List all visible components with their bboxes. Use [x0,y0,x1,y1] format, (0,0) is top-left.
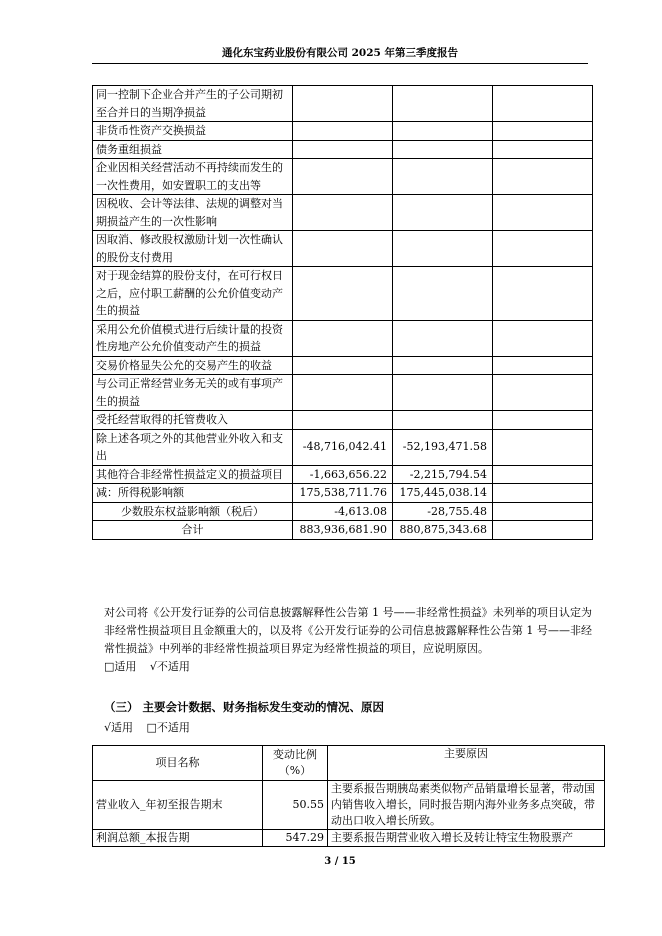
cell-label: 债务重组损益 [93,140,293,159]
table-row [93,484,593,503]
cell-name: 营业收入_年初至报告期末 [93,781,263,830]
table-row [93,781,605,830]
table-row [93,122,593,141]
cell-value-current [293,320,393,356]
table-row [93,267,593,321]
table-row [93,140,593,159]
cell-value-current: -4,613.08 [293,502,393,521]
table-row [93,502,593,521]
page-header: 通化东宝药业股份有限公司 2025 年第三季度报告 [221,47,459,59]
cell-value-ytd [393,320,493,356]
cell-label: 少数股东权益影响额（税后） [93,502,293,521]
cell-value-ytd [393,159,493,195]
cell-value-note [493,159,593,195]
cell-label: 采用公允价值模式进行后续计量的投资性房地产公允价值变动产生的损益 [93,320,293,356]
cell-reason: 主要系报告期营业收入增长及转让特宝生物股票产 [328,830,605,847]
cell-value-ytd: -52,193,471.58 [393,429,493,465]
not-applicable-option: □不适用 [146,721,190,734]
cell-label: 同一控制下企业合并产生的子公司期初至合并日的当期净损益 [93,86,293,122]
header-change-ratio: 变动比例（%） [263,746,328,781]
cell-label: 因税收、会计等法律、法规的调整对当期损益产生的一次性影响 [93,195,293,231]
cell-value-note [493,320,593,356]
cell-label: 其他符合非经常性损益定义的损益项目 [93,465,293,484]
table-row [93,159,593,195]
cell-value-ytd [393,86,493,122]
cell-value-note [493,267,593,321]
table-row [93,86,593,122]
cell-value-ytd [393,375,493,411]
cell-value-current: 883,936,681.90 [293,521,393,540]
cell-value-current [293,411,393,430]
table-row [93,411,593,430]
note-options [104,658,200,676]
cell-value-note [493,86,593,122]
cell-value-note [493,231,593,267]
changes-table [92,745,605,847]
cell-value-ytd: 880,875,343.68 [393,521,493,540]
cell-label: 对于现金结算的股份支付，在可行权日之后，应付职工薪酬的公允价值变动产生的损益 [93,267,293,321]
cell-value-ytd: -2,215,794.54 [393,465,493,484]
cell-value-ytd [393,267,493,321]
section-options [104,719,200,737]
table-row [93,320,593,356]
table-row [93,195,593,231]
applicable-option: □适用 [104,660,137,673]
not-applicable-option: √不适用 [149,660,190,673]
table-row [93,375,593,411]
header-item-name: 项目名称 [93,746,263,781]
cell-label: 交易价格显失公允的交易产生的收益 [93,356,293,375]
cell-value-note [493,356,593,375]
cell-label: 非货币性资产交换损益 [93,122,293,141]
cell-value-ytd [393,231,493,267]
table-row [93,465,593,484]
cell-label: 除上述各项之外的其他营业外收入和支出 [93,429,293,465]
table-row [93,356,593,375]
cell-value-current [293,356,393,375]
cell-label: 与公司正常经营业务无关的或有事项产生的损益 [93,375,293,411]
header-rule [92,63,588,64]
cell-value-current [293,86,393,122]
cell-reason: 主要系报告期胰岛素类似物产品销量增长显著，带动国内销售收入增长，同时报告期内海外业务多点突破，带动出口收入增长所致。 [328,781,605,830]
cell-value-ytd [393,195,493,231]
cell-label: 减：所得税影响额 [93,484,293,503]
cell-value-ytd [393,140,493,159]
cell-value-note [493,465,593,484]
header-main-reason: 主要原因 [328,746,605,781]
cell-name: 利润总额_本报告期 [93,830,263,847]
cell-value-current [293,267,393,321]
cell-value-current [293,159,393,195]
cell-label: 合计 [93,521,293,540]
page-number: 3 / 15 [324,856,356,867]
table-row [93,429,593,465]
cell-value-current [293,140,393,159]
cell-value-note [493,502,593,521]
cell-value-note [493,375,593,411]
cell-value-note [493,521,593,540]
applicable-option: √适用 [104,721,134,734]
table-row [93,231,593,267]
cell-label: 受托经营取得的托管费收入 [93,411,293,430]
note-paragraph: 对公司将《公开发行证券的公司信息披露解释性公告第 1 号——非经常性损益》未列举的项目认定为非经常性损益项目且金额重大的，以及将《公开发行证券的公司信息披露解释性公告第 1 号——非经常性损益》中列举的非经常性损益项目界定为经常性损益的项目，应说明原因。 [104,606,592,655]
cell-value-ytd: 175,445,038.14 [393,484,493,503]
cell-label: 企业因相关经营活动不再持续而发生的一次性费用，如安置职工的支出等 [93,159,293,195]
table-row [93,521,593,540]
table-row [93,830,605,847]
cell-value-current [293,195,393,231]
cell-value-ytd: -28,755.48 [393,502,493,521]
cell-value-note [493,122,593,141]
cell-value-current: 175,538,711.76 [293,484,393,503]
cell-value-current [293,231,393,267]
cell-value-note [493,140,593,159]
cell-value-current [293,122,393,141]
table-header-row [93,746,605,781]
cell-value-note [493,411,593,430]
cell-value-ytd [393,122,493,141]
cell-value-note [493,195,593,231]
cell-value-ytd [393,356,493,375]
cell-ratio: 547.29 [263,830,328,847]
cell-ratio: 50.55 [263,781,328,830]
cell-value-current: -48,716,042.41 [293,429,393,465]
cell-value-current: -1,663,656.22 [293,465,393,484]
cell-value-ytd [393,411,493,430]
section-title: （三） 主要会计数据、财务指标发生变动的情况、原因 [104,700,385,714]
cell-value-current [293,375,393,411]
cell-value-note [493,484,593,503]
cell-label: 因取消、修改股权激励计划一次性确认的股份支付费用 [93,231,293,267]
cell-value-note [493,429,593,465]
non-recurring-gains-table [92,85,593,540]
